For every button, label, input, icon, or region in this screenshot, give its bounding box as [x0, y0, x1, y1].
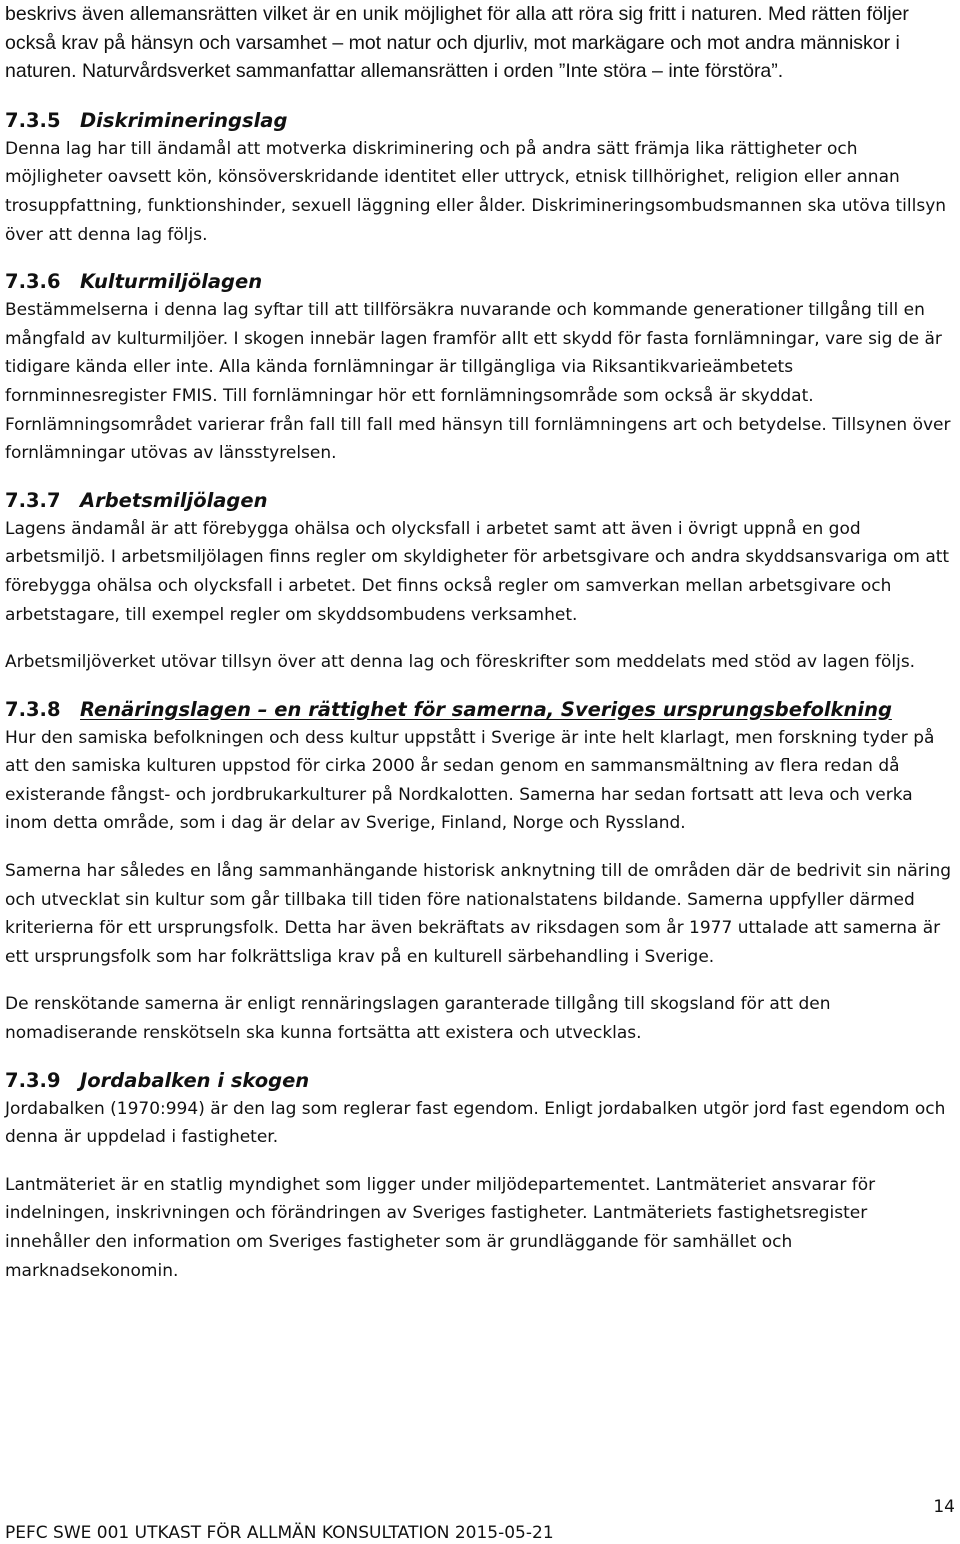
- section-number: 7.3.5: [5, 108, 61, 132]
- section-number: 7.3.7: [5, 488, 61, 512]
- section-title: Renäringslagen – en rättighet för samerna, Sveriges ursprungsbefolkning: [80, 697, 892, 721]
- section-number: 7.3.6: [5, 270, 61, 294]
- paragraph: Hur den samiska befolkningen och dess kultur uppstått i Sverige är inte helt klarlagt, men forskning tyder på att den samiska kulturen uppstod för cirka 2000 år sedan genom en sammansmältning av flera redan då existerande fångst- och jordbrukarkulturer på Nordkalotten. Samerna har sedan fortsatt att leva och verka inom detta område, som i dag är delar av Sverige, Finland, Norge och Ryssland.: [5, 727, 935, 834]
- paragraph: Lagens ändamål är att förebygga ohälsa och olycksfall i arbetet samt att även i övrigt uppnå en god arbetsmiljö. I arbetsmiljölagen finns regler om skyldigheter för arbetsgivare och andra skyddsansvariga om att förebygga ohälsa och olycksfall i arbetet. Det finns också regler om samverkan mellan arbetsgivare och arbetstagare, till exempel regler om skyddsombudens verksamhet.: [5, 518, 950, 625]
- section-heading: [5, 1067, 955, 1095]
- paragraph: Arbetsmiljöverket utövar tillsyn över att denna lag och föreskrifter som meddelats med stöd av lagen följs.: [5, 652, 916, 673]
- section-7-3-6: [5, 268, 955, 468]
- section-title: Kulturmiljölagen: [80, 270, 263, 294]
- section-number: 7.3.8: [5, 697, 61, 721]
- section-heading: [5, 487, 955, 515]
- paragraph: De renskötande samerna är enligt rennäringslagen garanterade tillgång till skogsland för att den nomadiserande renskötseln ska kunna fortsätta att existera och utvecklas.: [5, 994, 831, 1044]
- section-heading: [5, 268, 955, 296]
- paragraph: Lantmäteriet är en statlig myndighet som ligger under miljödepartementet. Lantmäteriet ansvarar för indelningen, inskrivningen och förändringen av Sveriges fastigheter. Lantmäteriets fastighetsregister innehåller den information om Sveriges fastigheter som är grundläggande för samhället och marknadsekonomin.: [5, 1174, 876, 1281]
- paragraph: Jordabalken (1970:994) är den lag som reglerar fast egendom. Enligt jordabalken utgör jord fast egendom och denna är uppdelad i fastigheter.: [5, 1098, 946, 1148]
- page-footer: PEFC SWE 001 UTKAST FÖR ALLMÄN KONSULTATION 2015-05-21: [5, 1523, 554, 1543]
- paragraph: Denna lag har till ändamål att motverka diskriminering och på andra sätt främja lika rättigheter och möjligheter oavsett kön, könsöverskridande identitet eller uttryck, etnisk tillhörighet, religion eller annan trosuppfattning, funktionshinder, sexuell läggning eller ålder. Diskrimineringsombudsmannen ska utöva tillsyn över att denna lag följs.: [5, 138, 947, 245]
- section-title: Jordabalken i skogen: [80, 1068, 310, 1092]
- paragraph: Bestämmelserna i denna lag syftar till att tillförsäkra nuvarande och kommande generationer tillgång till en mångfald av kulturmiljöer. I skogen innebär lagen framför allt ett skydd för fasta fornlämningar, vare sig de är tidigare kända eller inte. Alla kända fornlämningar är tillgängliga via Riksantikvarieämbetets fornminnesregister FMIS. Till fornlämningar hör ett fornlämningsområde som också är skyddat. Fornlämningsområdet varierar från fall till fall med hänsyn till fornlämningens art och betydelse. Tillsynen över fornlämningar utövas av länsstyrelsen.: [5, 300, 951, 464]
- section-title: Diskrimineringslag: [80, 108, 288, 132]
- section-heading: [5, 107, 955, 135]
- document-page: [5, 0, 955, 1285]
- paragraph: Samerna har således en lång sammanhängande historisk anknytning till de områden där de bedrivit sin näring och utvecklat sin kultur som går tillbaka till tiden före nationalstatens bildande. Samerna uppfyller därmed kriterierna för ett ursprungsfolk. Detta har även bekräftats av riksdagen som år 1977 uttalade att samerna är ett ursprungsfolk som har folkrättsliga krav på en kulturell särbehandling i Sverige.: [5, 861, 952, 967]
- section-heading: [5, 696, 955, 724]
- page-number: 14: [933, 1497, 955, 1517]
- section-title: Arbetsmiljölagen: [80, 488, 268, 512]
- section-number: 7.3.9: [5, 1068, 61, 1092]
- section-7-3-7: [5, 487, 955, 677]
- section-7-3-9: [5, 1067, 955, 1286]
- section-7-3-8: [5, 696, 955, 1048]
- intro-paragraph: beskrivs även allemansrätten vilket är en unik möjlighet för alla att röra sig fritt i naturen. Med rätten följer också krav på hänsyn och varsamhet – mot natur och djurliv, mot markägare och mot andra människor i naturen. Naturvårdsverket sammanfattar allemansrätten i orden ”Inte störa – inte förstöra”.: [5, 3, 909, 83]
- section-7-3-5: [5, 107, 955, 249]
